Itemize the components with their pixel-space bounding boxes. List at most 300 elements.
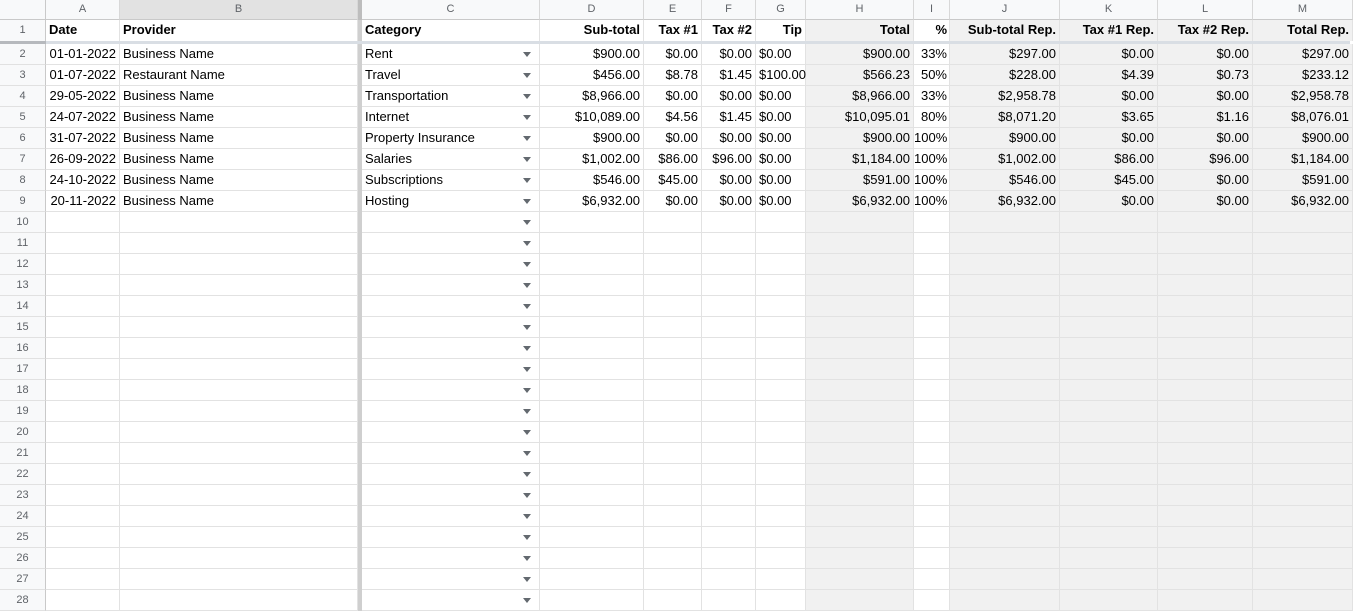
cell-B19[interactable]	[120, 401, 358, 422]
cell-A17[interactable]	[46, 359, 120, 380]
row-header-5[interactable]: 5	[0, 107, 46, 128]
cell-C17[interactable]	[362, 359, 540, 380]
cell-E21[interactable]	[644, 443, 702, 464]
cell-J19[interactable]	[950, 401, 1060, 422]
cell-B24[interactable]	[120, 506, 358, 527]
cell-H21[interactable]	[806, 443, 914, 464]
cell-B15[interactable]	[120, 317, 358, 338]
cell-M5[interactable]	[1253, 107, 1353, 128]
cell-G5[interactable]	[756, 107, 806, 128]
cell-J17[interactable]	[950, 359, 1060, 380]
column-header-M[interactable]: M	[1253, 0, 1353, 20]
cell-A26[interactable]	[46, 548, 120, 569]
cell-K19[interactable]	[1060, 401, 1158, 422]
cell-L25[interactable]	[1158, 527, 1253, 548]
cell-G26[interactable]	[756, 548, 806, 569]
cell-H1[interactable]	[806, 20, 914, 41]
cell-M11[interactable]	[1253, 233, 1353, 254]
cell-I8[interactable]	[914, 170, 950, 191]
cell-C8[interactable]	[362, 170, 540, 191]
dropdown-arrow-icon[interactable]	[523, 472, 531, 477]
cell-D11[interactable]	[540, 233, 644, 254]
cell-G14[interactable]	[756, 296, 806, 317]
cell-I19[interactable]	[914, 401, 950, 422]
cell-A13[interactable]	[46, 275, 120, 296]
cell-C26[interactable]	[362, 548, 540, 569]
cell-G7[interactable]	[756, 149, 806, 170]
cell-J18[interactable]	[950, 380, 1060, 401]
cell-D18[interactable]	[540, 380, 644, 401]
cell-B22[interactable]	[120, 464, 358, 485]
cell-M9[interactable]	[1253, 191, 1353, 212]
cell-L20[interactable]	[1158, 422, 1253, 443]
dropdown-arrow-icon[interactable]	[523, 535, 531, 540]
cell-B6[interactable]	[120, 128, 358, 149]
cell-A15[interactable]	[46, 317, 120, 338]
row-header-1[interactable]: 1	[0, 20, 46, 41]
column-header-I[interactable]: I	[914, 0, 950, 20]
cell-E10[interactable]	[644, 212, 702, 233]
cell-F28[interactable]	[702, 590, 756, 611]
cell-G15[interactable]	[756, 317, 806, 338]
cell-C15[interactable]	[362, 317, 540, 338]
dropdown-arrow-icon[interactable]	[523, 178, 531, 183]
cell-I27[interactable]	[914, 569, 950, 590]
cell-I24[interactable]	[914, 506, 950, 527]
cell-F18[interactable]	[702, 380, 756, 401]
cell-F2[interactable]	[702, 44, 756, 65]
cell-H28[interactable]	[806, 590, 914, 611]
cell-C9[interactable]	[362, 191, 540, 212]
cell-H2[interactable]	[806, 44, 914, 65]
cell-M27[interactable]	[1253, 569, 1353, 590]
cell-J27[interactable]	[950, 569, 1060, 590]
cell-J20[interactable]	[950, 422, 1060, 443]
cell-L19[interactable]	[1158, 401, 1253, 422]
dropdown-arrow-icon[interactable]	[523, 52, 531, 57]
cell-G13[interactable]	[756, 275, 806, 296]
column-header-A[interactable]: A	[46, 0, 120, 20]
cell-F21[interactable]	[702, 443, 756, 464]
cell-M2[interactable]	[1253, 44, 1353, 65]
cell-C24[interactable]	[362, 506, 540, 527]
row-header-15[interactable]: 15	[0, 317, 46, 338]
cell-D17[interactable]	[540, 359, 644, 380]
cell-E17[interactable]	[644, 359, 702, 380]
cell-I15[interactable]	[914, 317, 950, 338]
cell-F10[interactable]	[702, 212, 756, 233]
cell-J22[interactable]	[950, 464, 1060, 485]
cell-E28[interactable]	[644, 590, 702, 611]
cell-I10[interactable]	[914, 212, 950, 233]
cell-D12[interactable]	[540, 254, 644, 275]
cell-A12[interactable]	[46, 254, 120, 275]
cell-G25[interactable]	[756, 527, 806, 548]
row-header-7[interactable]: 7	[0, 149, 46, 170]
cell-L21[interactable]	[1158, 443, 1253, 464]
cell-H26[interactable]	[806, 548, 914, 569]
cell-E25[interactable]	[644, 527, 702, 548]
column-header-E[interactable]: E	[644, 0, 702, 20]
dropdown-arrow-icon[interactable]	[523, 514, 531, 519]
cell-K21[interactable]	[1060, 443, 1158, 464]
cell-D24[interactable]	[540, 506, 644, 527]
cell-J23[interactable]	[950, 485, 1060, 506]
cell-C11[interactable]	[362, 233, 540, 254]
row-header-24[interactable]: 24	[0, 506, 46, 527]
cell-H12[interactable]	[806, 254, 914, 275]
cell-B25[interactable]	[120, 527, 358, 548]
cell-J25[interactable]	[950, 527, 1060, 548]
cell-B21[interactable]	[120, 443, 358, 464]
cell-C10[interactable]	[362, 212, 540, 233]
cell-E27[interactable]	[644, 569, 702, 590]
column-header-F[interactable]: F	[702, 0, 756, 20]
cell-A3[interactable]	[46, 65, 120, 86]
cell-B28[interactable]	[120, 590, 358, 611]
column-header-J[interactable]: J	[950, 0, 1060, 20]
cell-M26[interactable]	[1253, 548, 1353, 569]
cell-G12[interactable]	[756, 254, 806, 275]
cell-F27[interactable]	[702, 569, 756, 590]
cell-I26[interactable]	[914, 548, 950, 569]
cell-C21[interactable]	[362, 443, 540, 464]
row-header-19[interactable]: 19	[0, 401, 46, 422]
cell-K26[interactable]	[1060, 548, 1158, 569]
cell-E22[interactable]	[644, 464, 702, 485]
cell-E19[interactable]	[644, 401, 702, 422]
cell-E4[interactable]	[644, 86, 702, 107]
cell-F7[interactable]	[702, 149, 756, 170]
cell-A14[interactable]	[46, 296, 120, 317]
cell-D4[interactable]	[540, 86, 644, 107]
cell-D1[interactable]	[540, 20, 644, 41]
cell-A18[interactable]	[46, 380, 120, 401]
cell-G3[interactable]	[756, 65, 806, 86]
cell-D9[interactable]	[540, 191, 644, 212]
cell-C27[interactable]	[362, 569, 540, 590]
cell-D13[interactable]	[540, 275, 644, 296]
cell-B7[interactable]	[120, 149, 358, 170]
cell-A23[interactable]	[46, 485, 120, 506]
row-header-14[interactable]: 14	[0, 296, 46, 317]
cell-E14[interactable]	[644, 296, 702, 317]
cell-M1[interactable]	[1253, 20, 1353, 41]
cell-K2[interactable]	[1060, 44, 1158, 65]
cell-B26[interactable]	[120, 548, 358, 569]
cell-D26[interactable]	[540, 548, 644, 569]
cell-D14[interactable]	[540, 296, 644, 317]
cell-L4[interactable]	[1158, 86, 1253, 107]
row-header-18[interactable]: 18	[0, 380, 46, 401]
cell-J2[interactable]	[950, 44, 1060, 65]
cell-I16[interactable]	[914, 338, 950, 359]
cell-A25[interactable]	[46, 527, 120, 548]
cell-G4[interactable]	[756, 86, 806, 107]
cell-C22[interactable]	[362, 464, 540, 485]
cell-E26[interactable]	[644, 548, 702, 569]
cell-A16[interactable]	[46, 338, 120, 359]
cell-G24[interactable]	[756, 506, 806, 527]
cell-B8[interactable]	[120, 170, 358, 191]
cell-K4[interactable]	[1060, 86, 1158, 107]
column-header-G[interactable]: G	[756, 0, 806, 20]
dropdown-arrow-icon[interactable]	[523, 283, 531, 288]
cell-L28[interactable]	[1158, 590, 1253, 611]
cell-H10[interactable]	[806, 212, 914, 233]
cell-J7[interactable]	[950, 149, 1060, 170]
cell-E12[interactable]	[644, 254, 702, 275]
dropdown-arrow-icon[interactable]	[523, 493, 531, 498]
cell-J6[interactable]	[950, 128, 1060, 149]
dropdown-arrow-icon[interactable]	[523, 577, 531, 582]
cell-B17[interactable]	[120, 359, 358, 380]
cell-I12[interactable]	[914, 254, 950, 275]
cell-K1[interactable]	[1060, 20, 1158, 41]
dropdown-arrow-icon[interactable]	[523, 451, 531, 456]
cell-L18[interactable]	[1158, 380, 1253, 401]
cell-H9[interactable]	[806, 191, 914, 212]
cell-B5[interactable]	[120, 107, 358, 128]
cell-M4[interactable]	[1253, 86, 1353, 107]
cell-I9[interactable]	[914, 191, 950, 212]
cell-G8[interactable]	[756, 170, 806, 191]
column-header-D[interactable]: D	[540, 0, 644, 20]
cell-H17[interactable]	[806, 359, 914, 380]
cell-L10[interactable]	[1158, 212, 1253, 233]
dropdown-arrow-icon[interactable]	[523, 199, 531, 204]
cell-H20[interactable]	[806, 422, 914, 443]
cell-A11[interactable]	[46, 233, 120, 254]
cell-B3[interactable]	[120, 65, 358, 86]
row-header-4[interactable]: 4	[0, 86, 46, 107]
cell-G6[interactable]	[756, 128, 806, 149]
cell-G17[interactable]	[756, 359, 806, 380]
cell-D19[interactable]	[540, 401, 644, 422]
cell-F6[interactable]	[702, 128, 756, 149]
cell-A28[interactable]	[46, 590, 120, 611]
cell-L16[interactable]	[1158, 338, 1253, 359]
cell-I6[interactable]	[914, 128, 950, 149]
cell-I22[interactable]	[914, 464, 950, 485]
cell-L22[interactable]	[1158, 464, 1253, 485]
column-header-B[interactable]: B	[120, 0, 358, 20]
cell-M13[interactable]	[1253, 275, 1353, 296]
cell-F5[interactable]	[702, 107, 756, 128]
cell-I13[interactable]	[914, 275, 950, 296]
cell-I7[interactable]	[914, 149, 950, 170]
cell-G10[interactable]	[756, 212, 806, 233]
cell-F14[interactable]	[702, 296, 756, 317]
cell-D23[interactable]	[540, 485, 644, 506]
cell-J5[interactable]	[950, 107, 1060, 128]
cell-D5[interactable]	[540, 107, 644, 128]
cell-E11[interactable]	[644, 233, 702, 254]
cell-J16[interactable]	[950, 338, 1060, 359]
cell-A19[interactable]	[46, 401, 120, 422]
cell-D28[interactable]	[540, 590, 644, 611]
cell-M22[interactable]	[1253, 464, 1353, 485]
cell-D7[interactable]	[540, 149, 644, 170]
dropdown-arrow-icon[interactable]	[523, 556, 531, 561]
cell-J24[interactable]	[950, 506, 1060, 527]
cell-A6[interactable]	[46, 128, 120, 149]
cell-C5[interactable]	[362, 107, 540, 128]
cell-I20[interactable]	[914, 422, 950, 443]
cell-I25[interactable]	[914, 527, 950, 548]
dropdown-arrow-icon[interactable]	[523, 409, 531, 414]
row-header-21[interactable]: 21	[0, 443, 46, 464]
cell-I2[interactable]	[914, 44, 950, 65]
cell-J9[interactable]	[950, 191, 1060, 212]
cell-F4[interactable]	[702, 86, 756, 107]
cell-L5[interactable]	[1158, 107, 1253, 128]
cell-M15[interactable]	[1253, 317, 1353, 338]
cell-K25[interactable]	[1060, 527, 1158, 548]
cell-G19[interactable]	[756, 401, 806, 422]
cell-J1[interactable]	[950, 20, 1060, 41]
cell-B2[interactable]	[120, 44, 358, 65]
cell-H23[interactable]	[806, 485, 914, 506]
cell-G22[interactable]	[756, 464, 806, 485]
cell-G9[interactable]	[756, 191, 806, 212]
cell-K16[interactable]	[1060, 338, 1158, 359]
cell-F1[interactable]	[702, 20, 756, 41]
cell-L7[interactable]	[1158, 149, 1253, 170]
cell-H5[interactable]	[806, 107, 914, 128]
cell-I17[interactable]	[914, 359, 950, 380]
cell-A1[interactable]	[46, 20, 120, 41]
cell-K20[interactable]	[1060, 422, 1158, 443]
cell-B13[interactable]	[120, 275, 358, 296]
cell-G28[interactable]	[756, 590, 806, 611]
cell-L27[interactable]	[1158, 569, 1253, 590]
cell-M6[interactable]	[1253, 128, 1353, 149]
cell-K18[interactable]	[1060, 380, 1158, 401]
cell-H22[interactable]	[806, 464, 914, 485]
dropdown-arrow-icon[interactable]	[523, 388, 531, 393]
cell-A7[interactable]	[46, 149, 120, 170]
cell-L1[interactable]	[1158, 20, 1253, 41]
cell-I21[interactable]	[914, 443, 950, 464]
cell-C28[interactable]	[362, 590, 540, 611]
cell-F16[interactable]	[702, 338, 756, 359]
cell-H13[interactable]	[806, 275, 914, 296]
row-header-9[interactable]: 9	[0, 191, 46, 212]
dropdown-arrow-icon[interactable]	[523, 598, 531, 603]
cell-M8[interactable]	[1253, 170, 1353, 191]
cell-I11[interactable]	[914, 233, 950, 254]
cell-K17[interactable]	[1060, 359, 1158, 380]
cell-L17[interactable]	[1158, 359, 1253, 380]
cell-K12[interactable]	[1060, 254, 1158, 275]
cell-C23[interactable]	[362, 485, 540, 506]
cell-A10[interactable]	[46, 212, 120, 233]
cell-J3[interactable]	[950, 65, 1060, 86]
cell-D15[interactable]	[540, 317, 644, 338]
cell-K7[interactable]	[1060, 149, 1158, 170]
cell-H6[interactable]	[806, 128, 914, 149]
cell-K13[interactable]	[1060, 275, 1158, 296]
cell-J14[interactable]	[950, 296, 1060, 317]
cell-F9[interactable]	[702, 191, 756, 212]
cell-E15[interactable]	[644, 317, 702, 338]
cell-I28[interactable]	[914, 590, 950, 611]
cell-C14[interactable]	[362, 296, 540, 317]
cell-B23[interactable]	[120, 485, 358, 506]
cell-L2[interactable]	[1158, 44, 1253, 65]
cell-B4[interactable]	[120, 86, 358, 107]
cell-I5[interactable]	[914, 107, 950, 128]
cell-L26[interactable]	[1158, 548, 1253, 569]
cell-M14[interactable]	[1253, 296, 1353, 317]
cell-E2[interactable]	[644, 44, 702, 65]
cell-H4[interactable]	[806, 86, 914, 107]
cell-D25[interactable]	[540, 527, 644, 548]
cell-M18[interactable]	[1253, 380, 1353, 401]
cell-E24[interactable]	[644, 506, 702, 527]
cell-E7[interactable]	[644, 149, 702, 170]
dropdown-arrow-icon[interactable]	[523, 241, 531, 246]
cell-C4[interactable]	[362, 86, 540, 107]
cell-D22[interactable]	[540, 464, 644, 485]
dropdown-arrow-icon[interactable]	[523, 115, 531, 120]
row-header-3[interactable]: 3	[0, 65, 46, 86]
row-header-27[interactable]: 27	[0, 569, 46, 590]
cell-K9[interactable]	[1060, 191, 1158, 212]
dropdown-arrow-icon[interactable]	[523, 325, 531, 330]
cell-A22[interactable]	[46, 464, 120, 485]
cell-F13[interactable]	[702, 275, 756, 296]
cell-G20[interactable]	[756, 422, 806, 443]
cell-L11[interactable]	[1158, 233, 1253, 254]
cell-G18[interactable]	[756, 380, 806, 401]
cell-C16[interactable]	[362, 338, 540, 359]
cell-M25[interactable]	[1253, 527, 1353, 548]
cell-C13[interactable]	[362, 275, 540, 296]
column-header-L[interactable]: L	[1158, 0, 1253, 20]
row-header-2[interactable]: 2	[0, 44, 46, 65]
cell-A24[interactable]	[46, 506, 120, 527]
cell-J26[interactable]	[950, 548, 1060, 569]
dropdown-arrow-icon[interactable]	[523, 220, 531, 225]
column-header-H[interactable]: H	[806, 0, 914, 20]
cell-D6[interactable]	[540, 128, 644, 149]
cell-H11[interactable]	[806, 233, 914, 254]
cell-C18[interactable]	[362, 380, 540, 401]
cell-A5[interactable]	[46, 107, 120, 128]
cell-J12[interactable]	[950, 254, 1060, 275]
cell-M16[interactable]	[1253, 338, 1353, 359]
cell-K22[interactable]	[1060, 464, 1158, 485]
row-header-26[interactable]: 26	[0, 548, 46, 569]
cell-L23[interactable]	[1158, 485, 1253, 506]
cell-C19[interactable]	[362, 401, 540, 422]
cell-K27[interactable]	[1060, 569, 1158, 590]
cell-J13[interactable]	[950, 275, 1060, 296]
cell-K8[interactable]	[1060, 170, 1158, 191]
cell-B16[interactable]	[120, 338, 358, 359]
cell-F23[interactable]	[702, 485, 756, 506]
cell-M21[interactable]	[1253, 443, 1353, 464]
cell-I23[interactable]	[914, 485, 950, 506]
cell-G21[interactable]	[756, 443, 806, 464]
cell-L15[interactable]	[1158, 317, 1253, 338]
cell-F8[interactable]	[702, 170, 756, 191]
cell-F25[interactable]	[702, 527, 756, 548]
cell-K15[interactable]	[1060, 317, 1158, 338]
cell-K14[interactable]	[1060, 296, 1158, 317]
